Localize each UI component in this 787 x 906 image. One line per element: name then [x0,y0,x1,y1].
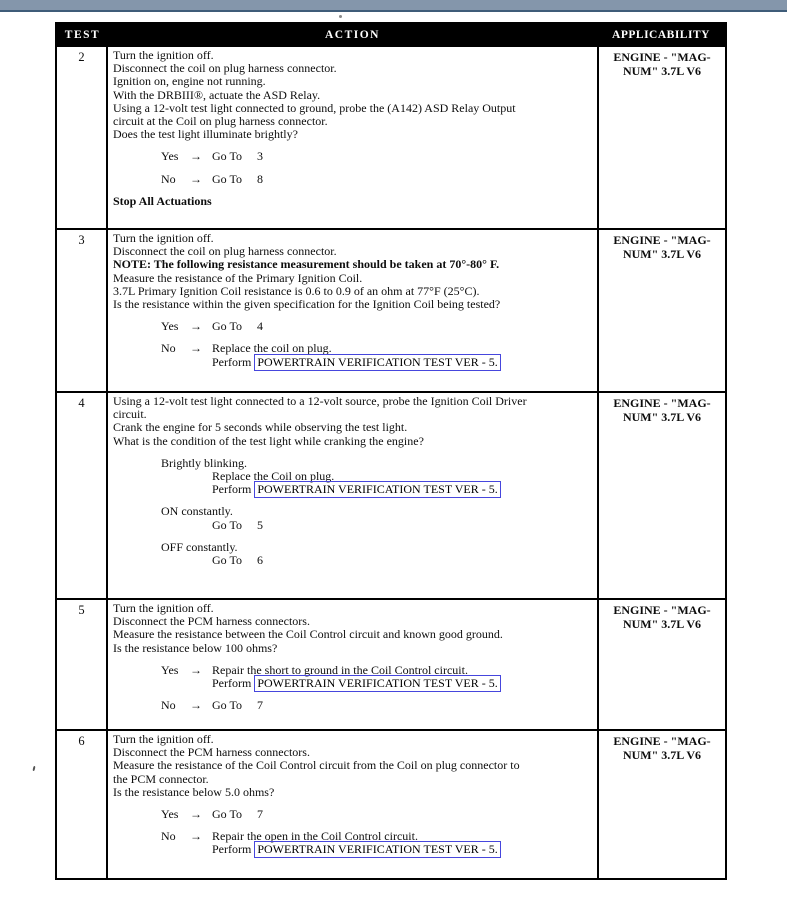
action-lines [113,602,595,655]
choice-label: Yes [161,807,179,822]
action-line: Turn the ignition off. [113,732,214,746]
table-row [57,598,725,729]
table-header-row [57,24,725,45]
action-line: Disconnect the coil on plug harness connector. [113,61,337,76]
result-line [212,843,595,856]
result-line [212,554,595,567]
result-text: Repair the open in the Coil Control circuit. [212,829,418,844]
diagnostic-test-table [55,22,727,880]
test-number: 3 [78,233,85,247]
column-header-applicability: APPLICABILITY [612,28,710,41]
result-line [212,320,595,333]
choice-label: Yes [161,149,179,164]
window-top-bar [0,0,787,12]
action-line: Measure the resistance of the Coil Control circuit from the Coil on plug connector to [113,758,520,773]
result-text: Perform [212,842,255,857]
test-number: 5 [78,603,85,617]
choice-label: Brightly blinking. [161,455,248,470]
powertrain-verification-link[interactable]: POWERTRAIN VERIFICATION TEST VER - 5. [254,354,500,371]
result-text: Go To 7 [212,807,263,822]
result-text: Perform [212,676,255,691]
result-line [212,356,595,369]
action-cell [108,393,597,598]
choice-block [161,150,595,163]
action-line: Stop All Actuations [113,193,212,208]
scan-speck-icon [339,15,342,18]
applicability-cell [597,393,725,598]
action-line: Is the resistance within the given specification for the Ignition Coil being tested? [113,297,501,312]
result-text: Go To 6 [212,553,263,568]
test-number-cell [57,600,108,729]
action-line: Is the resistance below 5.0 ohms? [113,784,275,799]
applicability-line: ENGINE - "MAG- [613,734,711,748]
choice-results [212,808,595,821]
powertrain-verification-link[interactable]: POWERTRAIN VERIFICATION TEST VER - 5. [254,675,500,692]
action-line: Crank the engine for 5 seconds while observing the test light. [113,420,408,435]
choice-label: No [161,171,176,186]
action-line: Disconnect the coil on plug harness connector. [113,244,337,259]
action-line: Disconnect the PCM harness connectors. [113,614,310,629]
action-line: NOTE: The following resistance measurement should be taken at 70°-80° F. [113,257,500,272]
action-line: Turn the ignition off. [113,48,214,62]
choice-label: Yes [161,319,179,334]
choice-block [161,664,595,690]
table-row [57,729,725,878]
applicability-cell [597,731,725,878]
choice-block [161,320,595,333]
column-header-action: ACTION [324,28,380,41]
right-arrow-icon: → [190,171,202,186]
result-text: Go To 3 [212,149,263,164]
action-line: What is the condition of the test light while cranking the engine? [113,433,424,448]
test-number: 2 [78,50,85,64]
result-line [212,677,595,690]
choice-block [161,457,595,497]
choice-label: No [161,829,176,844]
result-text: Go To 8 [212,171,263,186]
choice-block [161,505,595,531]
applicability-line: ENGINE - "MAG- [613,396,711,410]
result-text: Repair the short to ground in the Coil Control circuit. [212,662,468,677]
choice-label: Yes [161,662,179,677]
right-arrow-icon: → [190,341,202,356]
test-number-cell [57,731,108,878]
result-line [212,173,595,186]
table-row [57,228,725,391]
result-line [212,808,595,821]
choice-block [161,541,595,567]
choice-label: ON constantly. [161,504,233,519]
action-line: circuit. [113,407,147,422]
table-body [57,45,725,878]
action-cell [108,47,597,228]
result-text: Go To 4 [212,319,263,334]
action-line: circuit at the Coil on plug harness connector. [113,114,328,129]
action-line: Disconnect the PCM harness connectors. [113,745,310,760]
test-number-cell [57,47,108,228]
choice-block [161,830,595,856]
choice-label: OFF constantly. [161,539,238,554]
action-line: Turn the ignition off. [113,601,214,615]
applicability-line: NUM" 3.7L V6 [622,748,702,762]
action-lines [113,195,595,208]
applicability-line: NUM" 3.7L V6 [622,617,702,631]
right-arrow-icon: → [190,698,202,713]
choice-block [161,342,595,368]
result-text: Go To 5 [212,517,263,532]
applicability-line: NUM" 3.7L V6 [622,410,702,424]
action-line: Turn the ignition off. [113,231,214,245]
result-text: Perform [212,482,255,497]
action-lines [113,232,595,311]
applicability-line: NUM" 3.7L V6 [622,64,702,78]
action-cell [108,230,597,391]
action-line: Measure the resistance between the Coil Control circuit and known good ground. [113,627,503,642]
result-text: Go To 7 [212,698,263,713]
test-number: 6 [78,734,85,748]
test-number: 4 [78,396,85,410]
test-number-cell [57,230,108,391]
applicability-line: ENGINE - "MAG- [613,50,711,64]
table-row [57,391,725,598]
action-cell [108,731,597,878]
choice-block [161,699,595,712]
result-text: Perform [212,354,255,369]
action-lines [113,733,595,799]
choice-block [161,173,595,186]
choice-results [212,699,595,712]
applicability-cell [597,230,725,391]
action-line: With the DRBIII®, actuate the ASD Relay. [113,87,321,102]
powertrain-verification-link[interactable]: POWERTRAIN VERIFICATION TEST VER - 5. [254,841,500,858]
scan-speck-icon [32,766,35,771]
test-number-cell [57,393,108,598]
action-line: the PCM connector. [113,771,209,786]
action-line: Is the resistance below 100 ohms? [113,640,278,655]
choice-results [212,664,595,690]
choice-results [212,320,595,333]
right-arrow-icon: → [190,319,202,334]
table-row [57,45,725,228]
applicability-line: NUM" 3.7L V6 [622,247,702,261]
right-arrow-icon: → [190,829,202,844]
right-arrow-icon: → [190,149,202,164]
result-line [212,483,595,496]
action-line: Does the test light illuminate brightly? [113,127,298,142]
choice-block [161,808,595,821]
action-line: 3.7L Primary Ignition Coil resistance is 0.6 to 0.9 of an ohm at 77°F (25°C). [113,283,480,298]
choice-results [212,173,595,186]
result-line [212,699,595,712]
right-arrow-icon: → [190,807,202,822]
choice-results [212,470,595,496]
choice-label: No [161,341,176,356]
result-text: Replace the Coil on plug. [212,469,335,484]
choice-results [212,342,595,368]
powertrain-verification-link[interactable]: POWERTRAIN VERIFICATION TEST VER - 5. [254,481,500,498]
applicability-cell [597,600,725,729]
result-line [212,150,595,163]
choice-label: No [161,698,176,713]
right-arrow-icon: → [190,662,202,677]
column-header-test: TEST [64,28,101,41]
choice-results [212,830,595,856]
action-lines [113,395,595,448]
applicability-cell [597,47,725,228]
applicability-line: ENGINE - "MAG- [613,233,711,247]
choice-results [212,554,595,567]
action-line: Ignition on, engine not running. [113,74,266,89]
choice-results [212,150,595,163]
action-cell [108,600,597,729]
action-lines [113,49,595,141]
action-line: Using a 12-volt test light connected to ground, probe the (A142) ASD Relay Output [113,100,516,115]
result-text: Replace the coil on plug. [212,341,332,356]
action-line: Using a 12-volt test light connected to a 12-volt source, probe the Ignition Coil Driver [113,394,527,408]
action-line: Measure the resistance of the Primary Ignition Coil. [113,270,363,285]
result-line [212,519,595,532]
choice-results [212,519,595,532]
applicability-line: ENGINE - "MAG- [613,603,711,617]
